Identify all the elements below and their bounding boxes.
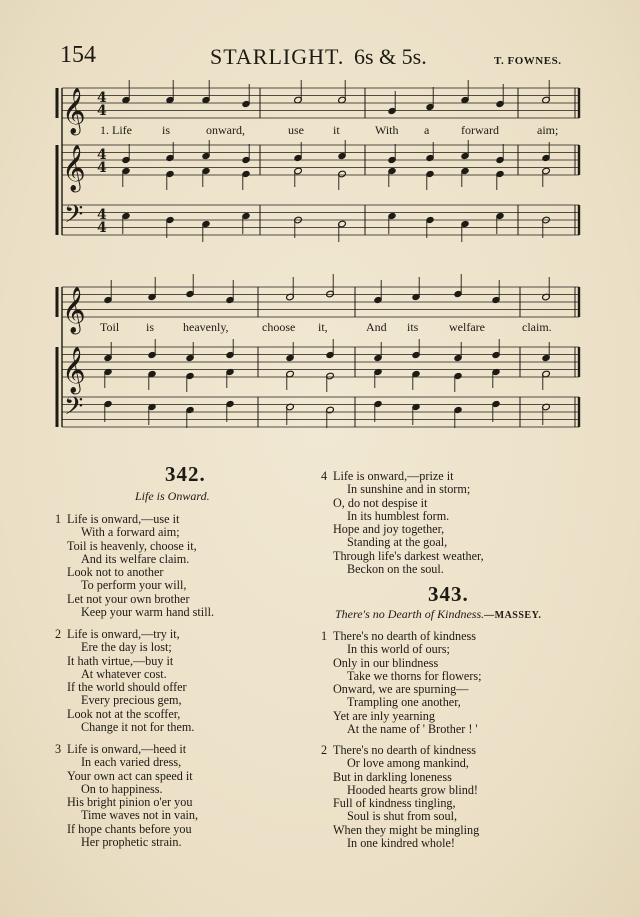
stanza-line [333, 643, 482, 656]
stanza-line-text: When they might be mingling [333, 822, 480, 837]
stanza-line [67, 796, 198, 809]
stanza-line [333, 696, 482, 709]
stanza-line-text: O, do not despise it [333, 495, 428, 510]
lyric-word: choose [262, 320, 296, 334]
stanza-line [333, 657, 482, 670]
stanza-line [333, 550, 484, 563]
stanza-line [333, 797, 479, 810]
stanza-number: 4 [321, 469, 328, 483]
stanza-line-text: Life is onward,—try it, [67, 627, 180, 641]
stanza [55, 742, 199, 850]
lyric-word: welfare [449, 320, 485, 334]
lyric-word: a [424, 123, 430, 137]
time-signature: 4 [97, 160, 107, 176]
stanza-line-text: In one kindred whole! [347, 836, 455, 851]
stanza-line [333, 771, 479, 784]
stanza-line [333, 563, 484, 576]
stanza-line [67, 540, 214, 553]
bass-clef: 𝄢 [64, 392, 84, 427]
stanza-line [333, 710, 482, 723]
time-signature: 4 [97, 103, 107, 119]
stanza-line-text: Your own act can speed it [67, 768, 193, 783]
stanza-line-text: Ere the day is lost; [81, 640, 172, 655]
stanza-line [67, 770, 198, 783]
stanza-line [67, 836, 198, 849]
stanza-line [333, 784, 479, 797]
lyric-word: is [146, 320, 155, 334]
stanza-line-text: In sunshine and in storm; [347, 482, 471, 497]
stanza-line-text: His bright pinion o'er you [67, 795, 193, 810]
stanza-line-text: If hope chants before you [67, 821, 192, 836]
treble-clef: 𝄞 [62, 145, 86, 191]
stanza-line [55, 628, 194, 641]
stanza-line [67, 593, 214, 606]
stanza-line [333, 810, 479, 823]
lyric-word: Toil [100, 320, 120, 334]
treble-clef: 𝄞 [62, 88, 86, 134]
stanza-line-text: Trampling one another, [347, 695, 461, 710]
stanza-line [321, 744, 479, 757]
stanza-line-text: Or love among mankind, [347, 756, 469, 771]
lyric-word: aim; [537, 123, 559, 137]
stanza-line [333, 670, 482, 683]
stanza-line-text: Onward, we are spurning— [333, 682, 469, 697]
hymn-subtitle: Life is Onward. [135, 489, 210, 503]
stanza-line [321, 470, 484, 483]
page-number: 154 [60, 42, 96, 68]
stanza [321, 469, 484, 577]
stanza-line-text: There's no dearth of kindness [333, 743, 476, 757]
lyric-word: use [288, 123, 304, 137]
stanza [321, 629, 482, 737]
stanza-line-text: Through life's darkest weather, [333, 548, 484, 563]
stanza-line-text: Standing at the goal, [347, 535, 448, 550]
stanza-line [67, 668, 194, 681]
lyric-word: it, [318, 320, 328, 334]
lyric-word: its [407, 320, 419, 334]
stanza-line-text: To perform your will, [81, 578, 187, 593]
lyric-word: is [162, 123, 171, 137]
stanza-line [67, 606, 214, 619]
stanza-line [67, 708, 194, 721]
lyric-word: 1. Life [100, 123, 132, 137]
stanza-line-text: Life is onward,—heed it [67, 742, 187, 756]
lyric-word: heavenly, [183, 320, 229, 334]
stanza-line [67, 756, 198, 769]
stanza-line-text: Soul is shut from soul, [347, 809, 458, 824]
stanza-line-text: Yet are inly yearning [333, 708, 435, 723]
tune-meter: 6s & 5s. [354, 44, 427, 69]
lyric-word: And [366, 320, 387, 334]
stanza-line [333, 837, 479, 850]
lyric-word: With [375, 123, 399, 137]
stanza-line-text: With a forward aim; [81, 525, 180, 540]
composer-name: T. FOWNES. [494, 55, 562, 67]
time-signature: 4 [97, 90, 107, 106]
stanza-line [333, 757, 479, 770]
stanza-number: 3 [55, 742, 62, 756]
stanza-line-text: Change it not for them. [81, 720, 195, 735]
stanza-line-text: Look not at the scoffer, [67, 706, 181, 721]
stanza-line [67, 823, 198, 836]
stanza-line [333, 723, 482, 736]
stanza-number: 1 [321, 629, 328, 643]
stanza [55, 627, 195, 735]
stanza-line [333, 523, 484, 536]
stanza-line-text: Beckon on the soul. [347, 562, 444, 577]
tune-title: STARLIGHT. [210, 44, 345, 69]
stanza-line-text: Hope and joy together, [333, 522, 445, 537]
stanza-line [67, 694, 194, 707]
stanza-line [55, 743, 198, 756]
stanza-line-text: Let not your own brother [67, 591, 190, 606]
treble-clef: 𝄞 [62, 347, 86, 393]
time-signature: 4 [97, 147, 107, 163]
staff-notation [57, 80, 579, 428]
time-signature: 4 [97, 220, 107, 236]
stanza-line [67, 655, 194, 668]
stanza-line [67, 809, 198, 822]
hymn-number: 343. [428, 582, 469, 606]
stanza-line-text: But in darkling loneness [333, 769, 452, 784]
stanza-line [333, 510, 484, 523]
stanza-line-text: Only in our blindness [333, 655, 439, 670]
hymn-subtitle [335, 607, 541, 622]
stanza-line [321, 630, 482, 643]
stanza-line [67, 526, 214, 539]
stanza-line-text: Life is onward,—prize it [333, 469, 454, 483]
stanza [55, 512, 215, 620]
lyric-word: onward, [206, 123, 245, 137]
stanza-line-text: It hath virtue,—buy it [67, 653, 174, 668]
stanza-line-text: Her prophetic strain. [81, 835, 182, 850]
lyric-word: claim. [522, 320, 552, 334]
hymn-number: 342. [165, 462, 206, 486]
stanza-line-text: Look not to another [67, 565, 164, 580]
bass-clef: 𝄢 [64, 200, 84, 235]
stanza-line-text: In its humblest form. [347, 508, 450, 523]
stanza-number: 2 [55, 627, 62, 641]
stanza-line [67, 721, 194, 734]
hymn-author: —MASSEY. [484, 610, 542, 621]
stanza-line [67, 579, 214, 592]
stanza-line [67, 566, 214, 579]
lyric-word: forward [461, 123, 499, 137]
stanza-line-text: Keep your warm hand still. [81, 605, 215, 620]
stanza-line-text: And its welfare claim. [81, 551, 190, 566]
stanza-line-text: In each varied dress, [81, 755, 182, 770]
stanza-line-text: At the name of ' Brother ! ' [347, 722, 478, 737]
hymn-subtitle-text: There's no Dearth of Kindness. [335, 607, 485, 621]
stanza-line [55, 513, 214, 526]
treble-clef: 𝄞 [62, 287, 86, 333]
time-signature: 4 [97, 207, 107, 223]
stanza-line [67, 783, 198, 796]
stanza-line-text: At whatever cost. [81, 666, 167, 681]
stanza-line [333, 536, 484, 549]
stanza-line-text: Life is onward,—use it [67, 512, 180, 526]
stanza-number: 2 [321, 743, 328, 757]
stanza-line-text: In this world of ours; [347, 642, 450, 657]
stanza-line-text: Time waves not in vain, [81, 808, 199, 823]
stanza-line-text: Every precious gem, [81, 693, 182, 708]
stanza-line [67, 681, 194, 694]
stanza-line [67, 553, 214, 566]
stanza-line-text: Full of kindness tingling, [333, 796, 456, 811]
stanza-number: 1 [55, 512, 62, 526]
stanza-line [333, 483, 484, 496]
lyric-word: it [333, 123, 340, 137]
stanza-line [333, 683, 482, 696]
stanza-line [333, 497, 484, 510]
stanza-line [333, 824, 479, 837]
stanza-line [67, 641, 194, 654]
stanza-line-text: On to happiness. [81, 781, 163, 796]
stanza [321, 743, 480, 851]
stanza-line-text: Take we thorns for flowers; [347, 668, 482, 683]
stanza-line-text: Hooded hearts grow blind! [347, 782, 478, 797]
stanza-line-text: There's no dearth of kindness [333, 629, 476, 643]
stanza-line-text: If the world should offer [67, 680, 187, 695]
stanza-line-text: Toil is heavenly, choose it, [67, 538, 197, 553]
